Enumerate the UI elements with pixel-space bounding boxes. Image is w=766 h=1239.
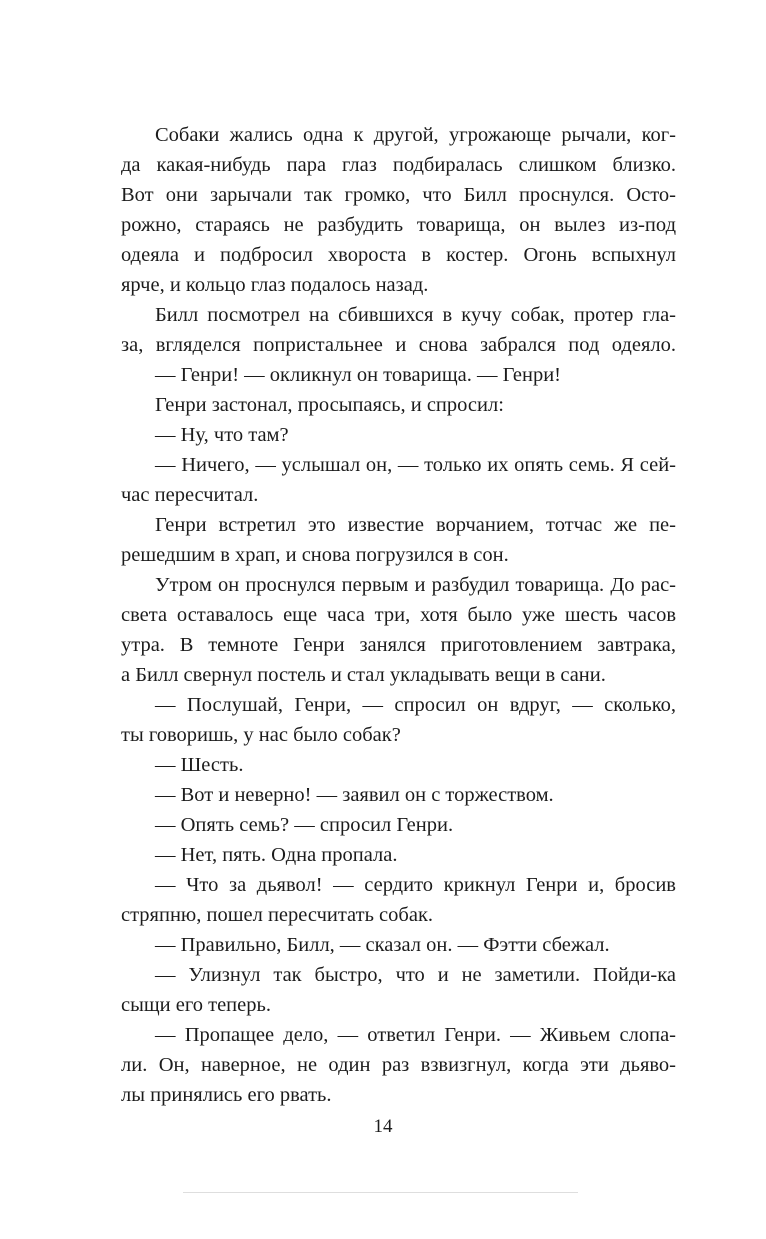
text-line: рожно, стараясь не разбудить товарища, он вылез из-под bbox=[121, 214, 676, 236]
body-text bbox=[121, 120, 676, 1110]
text-line: Утром он проснулся первым и разбудил товарища. До рас- bbox=[155, 574, 676, 596]
footer-divider bbox=[183, 1192, 578, 1193]
text-line: — Ну, что там? bbox=[155, 424, 289, 446]
text-line: Собаки жались одна к другой, угрожающе рычали, ког- bbox=[155, 124, 676, 146]
text-line: Билл посмотрел на сбившихся в кучу собак, протер гла- bbox=[155, 304, 676, 326]
text-line: Генри застонал, просыпаясь, и спросил: bbox=[155, 394, 504, 416]
text-line: — Улизнул так быстро, что и не заметили. Пойди-ка bbox=[155, 964, 676, 986]
text-line: — Правильно, Билл, — сказал он. — Фэтти сбежал. bbox=[155, 934, 610, 956]
text-line: света оставалось еще часа три, хотя было уже шесть часов bbox=[121, 604, 676, 626]
text-line: Генри встретил это известие ворчанием, тотчас же пе- bbox=[155, 514, 676, 536]
text-line: — Генри! — окликнул он товарища. — Генри! bbox=[155, 364, 562, 386]
text-line: лы принялись его рвать. bbox=[121, 1084, 332, 1106]
text-line: утра. В темноте Генри занялся приготовлением завтрака, bbox=[121, 634, 676, 656]
text-line: ярче, и кольцо глаз подалось назад. bbox=[121, 274, 429, 296]
text-line: — Нет, пять. Одна пропала. bbox=[155, 844, 398, 866]
text-line: — Послушай, Генри, — спросил он вдруг, — сколько, bbox=[155, 694, 676, 716]
text-line: Вот они зарычали так громко, что Билл проснулся. Осто- bbox=[121, 184, 676, 206]
text-line: за, вгляделся попристальнее и снова забрался под одеяло. bbox=[121, 334, 676, 356]
page-number: 14 bbox=[373, 1116, 393, 1137]
text-line: стряпню, пошел пересчитать собак. bbox=[121, 904, 434, 926]
text-line: а Билл свернул постель и стал укладывать вещи в сани. bbox=[121, 664, 606, 686]
text-line: ты говоришь, у нас было собак? bbox=[121, 724, 401, 746]
text-line: — Опять семь? — спросил Генри. bbox=[155, 814, 454, 836]
text-line: — Шесть. bbox=[155, 754, 244, 776]
text-line: да какая-нибудь пара глаз подбиралась слишком близко. bbox=[121, 154, 676, 176]
text-line: одеяла и подбросил хвороста в костер. Огонь вспыхнул bbox=[121, 244, 676, 266]
text-line: час пересчитал. bbox=[121, 484, 259, 506]
text-line: — Что за дьявол! — сердито крикнул Генри и, бросив bbox=[155, 874, 676, 896]
text-line: — Вот и неверно! — заявил он с торжеством. bbox=[155, 784, 554, 806]
text-line: решедшим в храп, и снова погрузился в сон. bbox=[121, 544, 509, 566]
text-line: сыщи его теперь. bbox=[121, 994, 271, 1016]
text-line: ли. Он, наверное, не один раз взвизгнул, когда эти дьяво- bbox=[121, 1054, 676, 1076]
text-line: — Пропащее дело, — ответил Генри. — Живьем слопа- bbox=[155, 1024, 676, 1046]
text-line: — Ничего, — услышал он, — только их опять семь. Я сей- bbox=[155, 454, 676, 476]
